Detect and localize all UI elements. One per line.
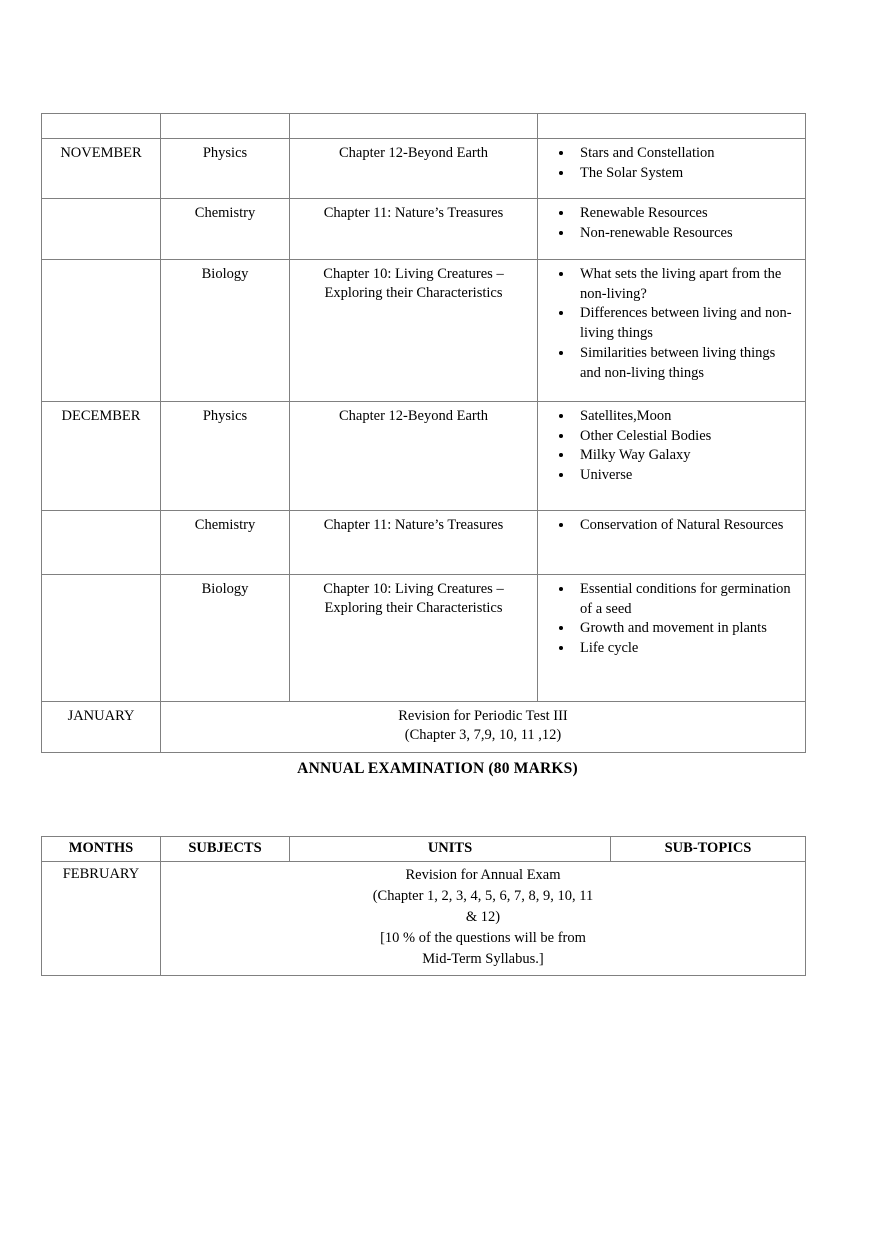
table-row bbox=[42, 199, 806, 260]
subtopic-list bbox=[544, 144, 799, 183]
cell-month: NOVEMBER bbox=[42, 139, 161, 199]
february-line-3: & 12) bbox=[465, 909, 501, 926]
header-cell-subjects bbox=[161, 114, 290, 139]
february-line-2: (Chapter 1, 2, 3, 4, 5, 6, 7, 8, 9, 10, 11 bbox=[372, 888, 594, 905]
cell-subtopics bbox=[538, 511, 806, 575]
syllabus-table-annual bbox=[41, 836, 806, 976]
cell-subtopics bbox=[538, 260, 806, 402]
table-row-february bbox=[42, 862, 806, 975]
cell-subtopics bbox=[538, 139, 806, 199]
list-item: • Non-renewable Resources bbox=[574, 224, 799, 244]
list-item: • Life cycle bbox=[574, 639, 799, 659]
cell-month bbox=[42, 199, 161, 260]
cell-subject: Chemistry bbox=[161, 199, 290, 260]
cell-month bbox=[42, 260, 161, 402]
list-item: • Conservation of Natural Resources bbox=[574, 516, 799, 536]
list-item: • Milky Way Galaxy bbox=[574, 446, 799, 466]
table-row bbox=[42, 511, 806, 575]
cell-month: DECEMBER bbox=[42, 402, 161, 511]
table-two-header-row bbox=[42, 837, 806, 862]
cell-subject: Biology bbox=[161, 575, 290, 702]
cell-unit: Chapter 11: Nature’s Treasures bbox=[290, 511, 538, 575]
subtopic-list bbox=[544, 204, 799, 243]
cell-subject: Biology bbox=[161, 260, 290, 402]
cell-unit: Chapter 10: Living Creatures – Exploring their Characteristics bbox=[290, 575, 538, 702]
list-item: • Growth and movement in plants bbox=[574, 619, 799, 639]
list-item: • What sets the living apart from the non-living? bbox=[574, 265, 799, 304]
cell-subtopics bbox=[538, 575, 806, 702]
cell-subtopics bbox=[538, 199, 806, 260]
header-cell-subjects: SUBJECTS bbox=[161, 837, 290, 862]
header-cell-subtopics bbox=[538, 114, 806, 139]
list-item: • Renewable Resources bbox=[574, 204, 799, 224]
cell-subtopics bbox=[538, 402, 806, 511]
cell-subject: Physics bbox=[161, 139, 290, 199]
table-row bbox=[42, 575, 806, 702]
syllabus-table-monthly bbox=[41, 113, 806, 753]
cell-subject: Physics bbox=[161, 402, 290, 511]
list-item: • Satellites,Moon bbox=[574, 407, 799, 427]
table-row bbox=[42, 260, 806, 402]
table-row bbox=[42, 402, 806, 511]
cell-unit: Chapter 11: Nature’s Treasures bbox=[290, 199, 538, 260]
list-item: • Essential conditions for germination of a seed bbox=[574, 580, 799, 619]
header-cell-months bbox=[42, 114, 161, 139]
header-cell-units: UNITS bbox=[290, 837, 611, 862]
subtopic-list bbox=[544, 580, 799, 659]
page-title-annual-examination: ANNUAL EXAMINATION (80 MARKS) bbox=[297, 760, 578, 777]
cell-month: FEBRUARY bbox=[42, 862, 161, 975]
list-item: • The Solar System bbox=[574, 164, 799, 184]
cell-month bbox=[42, 511, 161, 575]
cell-unit: Chapter 12-Beyond Earth bbox=[290, 402, 538, 511]
february-line-5: Mid-Term Syllabus.] bbox=[422, 951, 544, 968]
cell-unit: Chapter 12-Beyond Earth bbox=[290, 139, 538, 199]
header-cell-units bbox=[290, 114, 538, 139]
header-cell-subtopics: SUB-TOPICS bbox=[611, 837, 806, 862]
list-item: • Other Celestial Bodies bbox=[574, 427, 799, 447]
january-line-1: Revision for Periodic Test III bbox=[398, 708, 568, 724]
subtopic-list bbox=[544, 265, 799, 383]
table-row bbox=[42, 139, 806, 199]
february-line-1: Revision for Annual Exam bbox=[405, 867, 561, 884]
subtopic-list bbox=[544, 516, 799, 536]
cell-february-revision bbox=[161, 862, 806, 975]
list-item: • Stars and Constellation bbox=[574, 144, 799, 164]
list-item: • Differences between living and non-living things bbox=[574, 304, 799, 343]
subtopic-list bbox=[544, 407, 799, 486]
cell-month bbox=[42, 575, 161, 702]
february-line-4: [10 % of the questions will be from bbox=[380, 930, 586, 947]
cell-unit: Chapter 10: Living Creatures – Exploring their Characteristics bbox=[290, 260, 538, 402]
cell-month: JANUARY bbox=[42, 702, 161, 753]
cell-subject: Chemistry bbox=[161, 511, 290, 575]
header-cell-months: MONTHS bbox=[42, 837, 161, 862]
list-item: • Universe bbox=[574, 466, 799, 486]
january-line-2: (Chapter 3, 7,9, 10, 11 ,12) bbox=[404, 727, 562, 744]
table-row-january bbox=[42, 702, 806, 753]
cell-january-revision bbox=[161, 702, 806, 753]
table-header-row-empty bbox=[42, 114, 806, 139]
list-item: • Similarities between living things and non-living things bbox=[574, 344, 799, 383]
